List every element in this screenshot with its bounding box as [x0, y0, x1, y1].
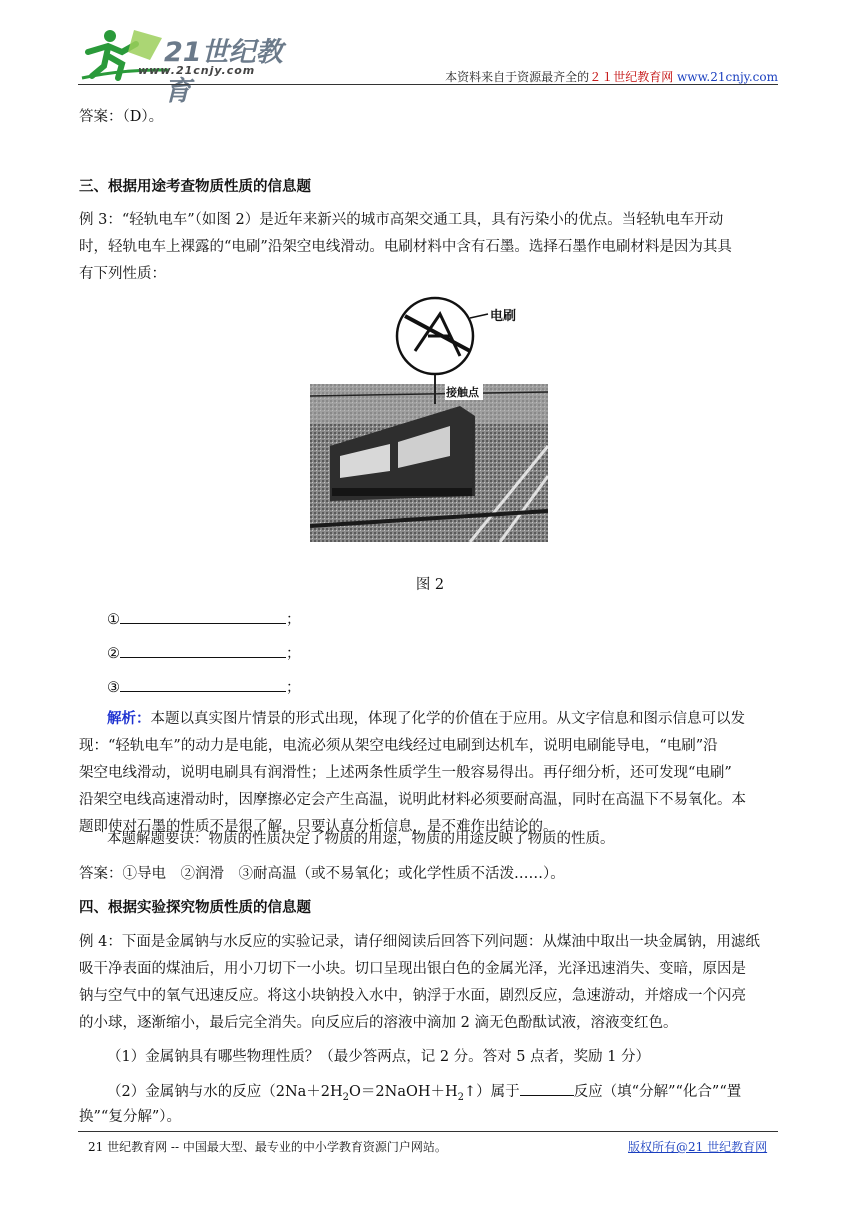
answer-blank-2[interactable]	[107, 642, 301, 664]
key-point: 本题解题要诀：物质的性质决定了物质的用途，物质的用途反映了物质的性质。	[107, 831, 615, 847]
q2-subscript-h2: 2	[457, 1091, 465, 1103]
blank-2-underline[interactable]	[120, 642, 286, 658]
q2-formula-mid: O＝2NaOH＋H	[349, 1084, 458, 1100]
example-3-line-3: 有下列性质：	[79, 266, 166, 282]
example-3-line-2: 时，轻轨电车上裸露的“电刷”沿架空电线滑动。电刷材料中含有石墨。选择石墨作电刷材料是因为其具	[79, 239, 732, 255]
example-4-line-4: 的小球，逐渐缩小，最后完全消失。向反应后的溶液中滴加 2 滴无色酚酞试液，溶液变红色。	[79, 1015, 678, 1031]
q2-formula-end: ↑）属于	[464, 1084, 520, 1100]
header-tagline	[445, 68, 778, 85]
tagline-prefix: 本资料来自于资源最齐全的	[445, 70, 590, 84]
question-1: （1）金属钠具有哪些物理性质？（最少答两点，记 2 分。答对 5 点者，奖励 1 分）	[107, 1049, 651, 1065]
analysis-line-2: 现：“轻轨电车”的动力是电能，电流必须从架空电线经过电刷到达机车，说明电刷能导电，“电刷”沿	[79, 738, 718, 754]
answer-3: 答案：①导电 ②润滑 ③耐高温（或不易氧化；或化学性质不活泼……）。	[79, 866, 565, 882]
example-4-line-1: 例 4：下面是金属钠与水反应的实验记录，请仔细阅读后回答下列问题：从煤油中取出一块金属钠，用滤纸	[79, 934, 760, 950]
question-2-line-2: 换”“复分解”）。	[79, 1109, 181, 1125]
figure-label-contact: 接触点	[446, 386, 479, 399]
footer-divider	[78, 1131, 778, 1132]
q2-answer-blank[interactable]	[520, 1080, 574, 1096]
blank-1-prefix: ①	[107, 612, 120, 628]
q2-subscript: 2	[342, 1091, 350, 1103]
analysis-line-3: 架空电线滑动，说明电刷具有润滑性；上述两条性质学生一般容易得出。再仔细分析，还可发现“电刷”	[79, 765, 732, 781]
figure-label-brush: 电刷	[490, 309, 517, 324]
section-4-title: 四、根据实验探究物质性质的信息题	[79, 900, 311, 916]
blank-1-underline[interactable]	[120, 608, 286, 624]
site-logo[interactable]	[78, 22, 308, 107]
answer-blank-3[interactable]	[107, 676, 301, 698]
section-3-title: 三、根据用途考查物质性质的信息题	[79, 179, 311, 195]
tagline-url-link[interactable]: www.21cnjy.com	[677, 70, 778, 84]
question-2-line-1	[107, 1080, 741, 1108]
footer-copyright-link[interactable]: 版权所有@21 世纪教育网	[628, 1140, 768, 1154]
answer-blank-1[interactable]	[107, 608, 301, 630]
analysis-line-1	[107, 709, 745, 729]
example-3-line-1: 例 3：“轻轨电车”（如图 2）是近年来新兴的城市高架交通工具，具有污染小的优点。当轻轨电车开动	[79, 212, 724, 228]
blank-2-prefix: ②	[107, 646, 120, 662]
figure-caption: 图 2	[415, 577, 445, 593]
q2-options: 反应（填“分解”“化合”“置	[573, 1084, 742, 1100]
blank-3-suffix: ；	[286, 680, 301, 696]
analysis-line-4: 沿架空电线高速滑动时，因摩擦必定会产生高温，说明此材料必须要耐高温，同时在高温下不易氧化。本	[79, 792, 746, 808]
blank-3-prefix: ③	[107, 680, 120, 696]
analysis-text-1: 本题以真实图片情景的形式出现，体现了化学的价值在于应用。从文字信息和图示信息可以发	[150, 711, 745, 727]
logo-url: www.21cnjy.com	[138, 64, 256, 77]
q2-formula-start: （2）金属钠与水的反应（2Na＋2H	[107, 1084, 343, 1100]
header-divider	[78, 84, 778, 85]
blank-2-suffix: ；	[286, 646, 301, 662]
page-header	[78, 22, 778, 107]
light-rail-photo-illustration	[310, 296, 548, 542]
analysis-label: 解析：	[107, 710, 151, 727]
example-4-line-2: 吸干净表面的煤油后，用小刀切下一小块。切口呈现出银白色的金属光泽，光泽迅速消失、变暗，原因是	[79, 961, 746, 977]
light-rail-figure	[310, 296, 548, 542]
footer-site-description: 21 世纪教育网 -- 中国最大型、最专业的中小学教育资源门户网站。	[88, 1140, 447, 1154]
blank-3-underline[interactable]	[120, 676, 286, 692]
answer-d: 答案：（D）。	[79, 109, 164, 125]
blank-1-suffix: ；	[286, 612, 301, 628]
analysis-line-5: 题即使对石墨的性质不是很了解，只要认真分析信息，是不难作出结论的。	[79, 819, 558, 835]
tagline-brand[interactable]: ２１世纪教育网	[589, 70, 674, 84]
logo-wordmark: 21世纪教育	[164, 37, 283, 107]
example-4-line-3: 钠与空气中的氧气迅速反应。将这小块钠投入水中，钠浮于水面，剧烈反应，急速游动，并熔成一个闪亮	[79, 988, 746, 1004]
